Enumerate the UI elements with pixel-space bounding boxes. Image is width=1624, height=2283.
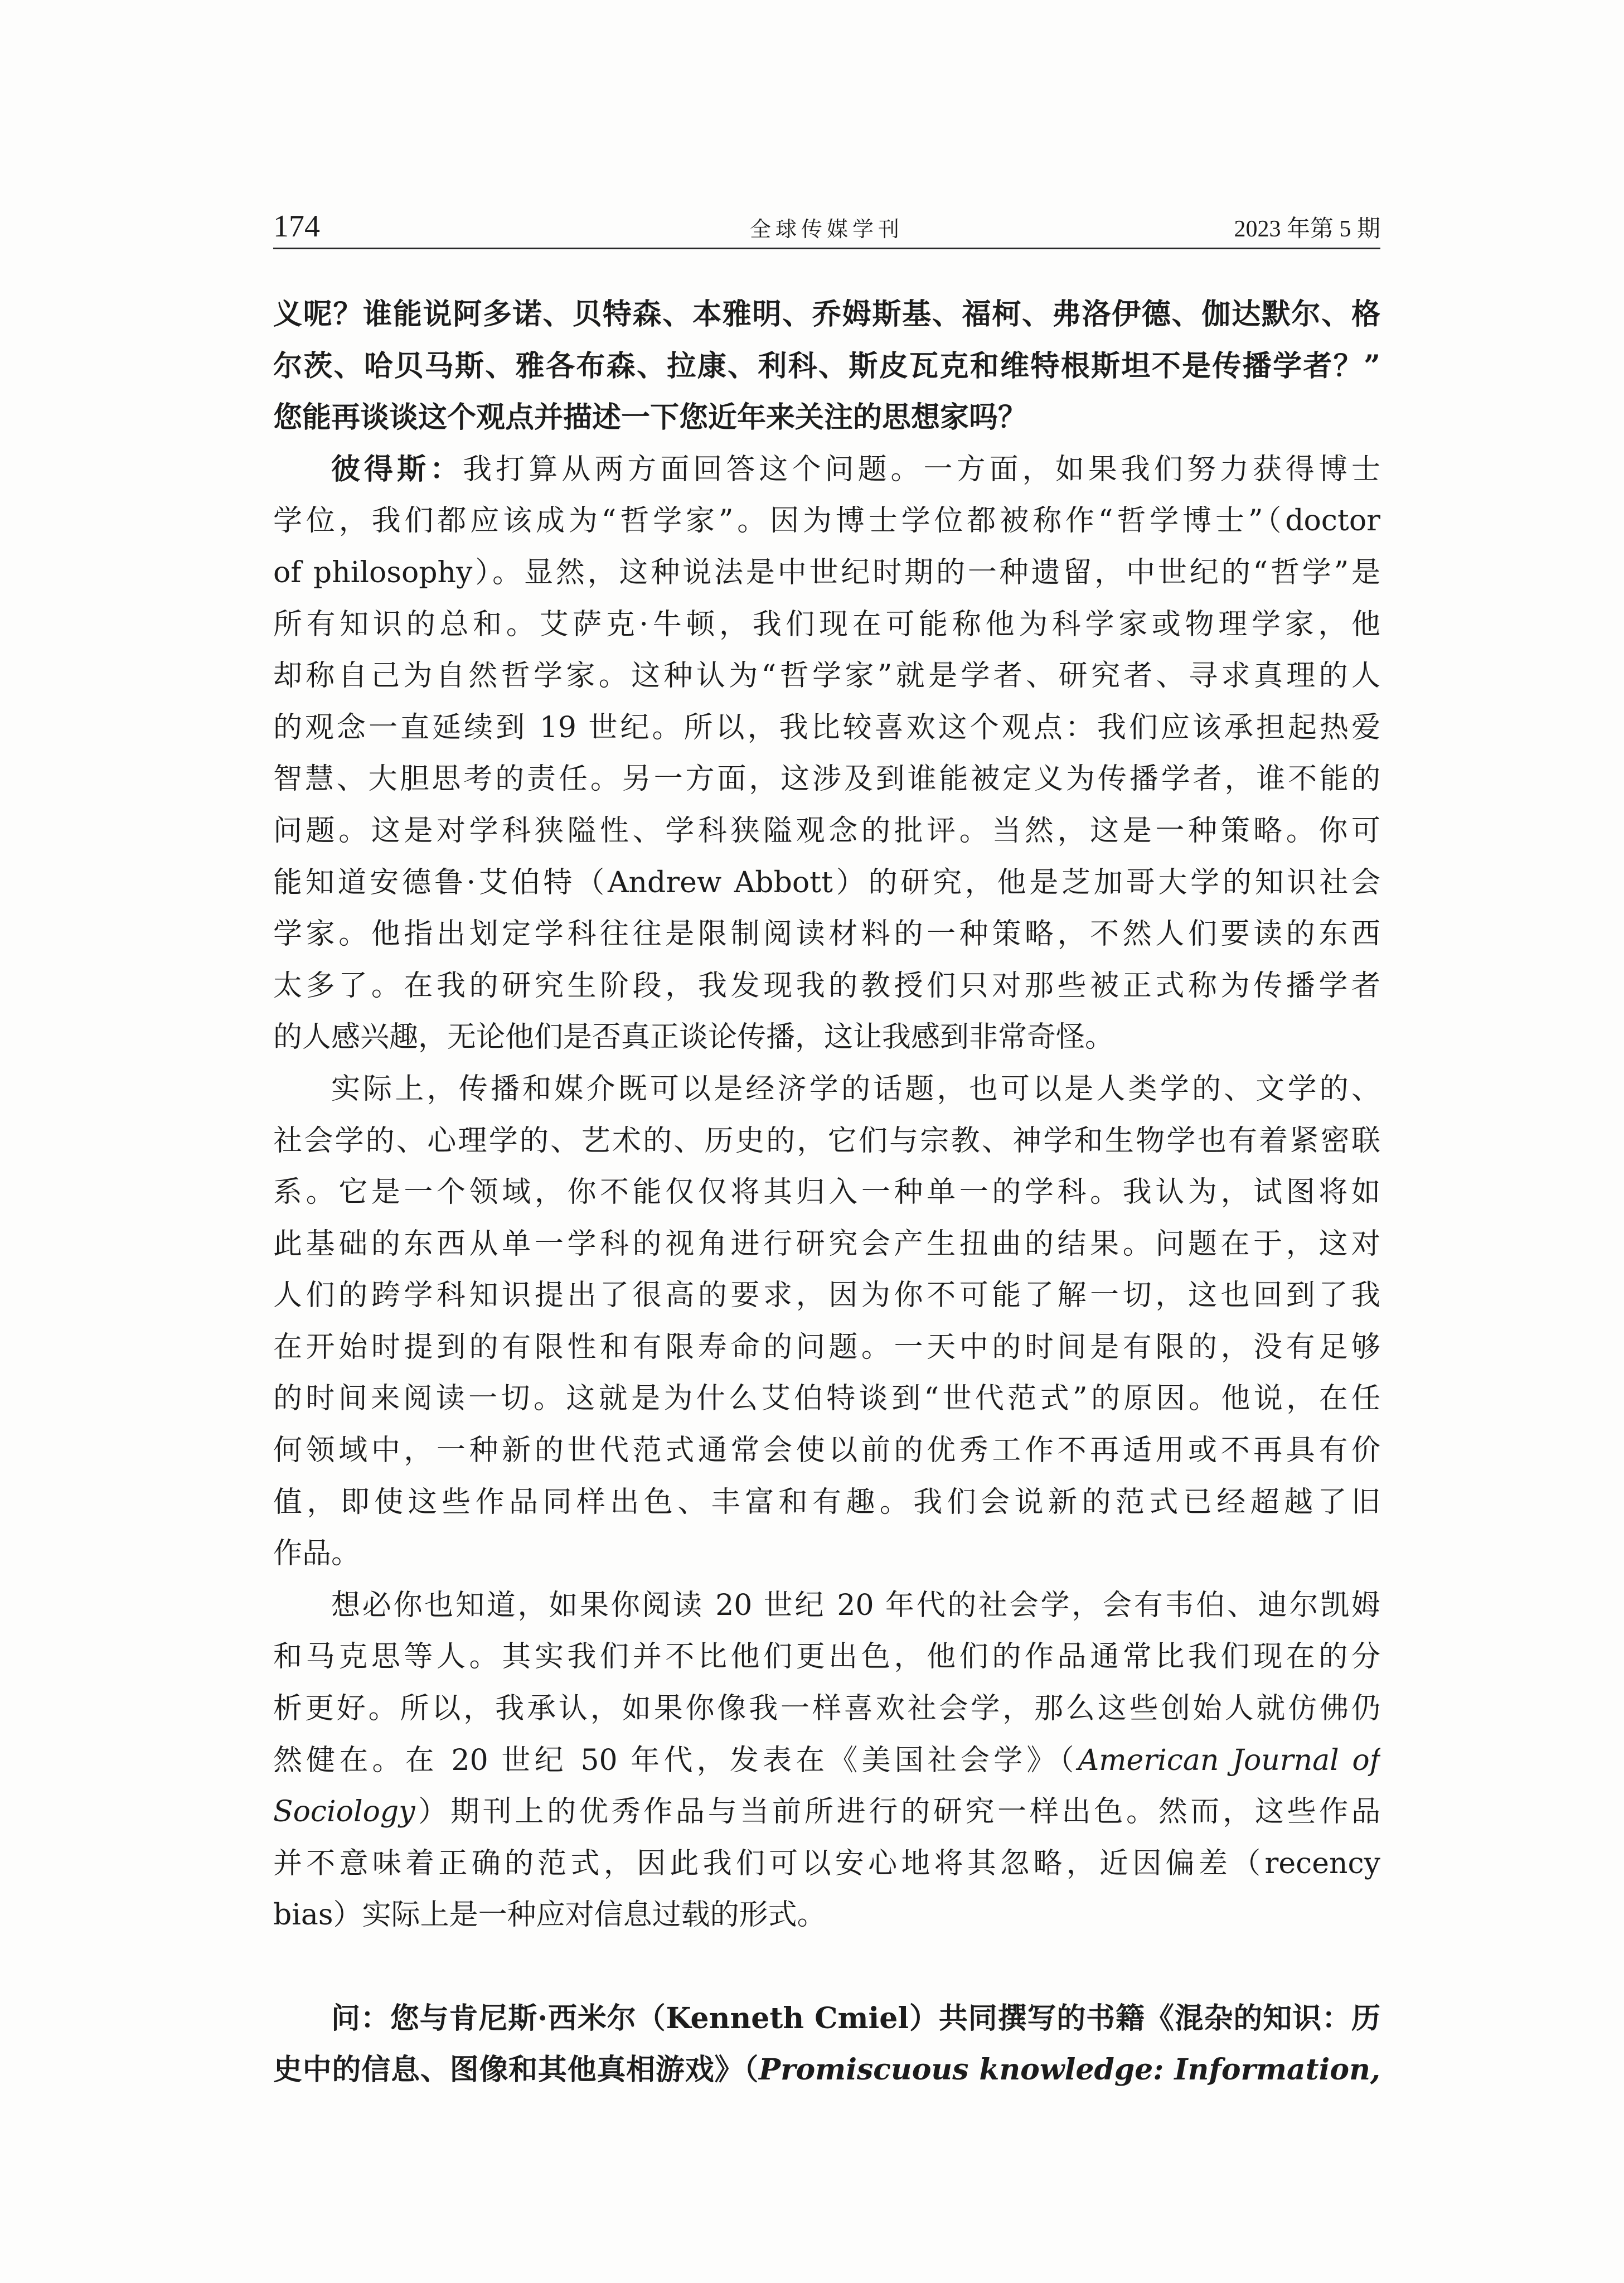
answer-paragraph: [273, 1063, 1380, 1580]
paragraph-gap: [273, 1941, 1380, 1993]
text-line: [273, 444, 1380, 496]
text-line: 析更好。所以，我承认，如果你像我一样喜欢社会学，那么这些创始人就仿佛仍: [273, 1692, 1380, 1726]
text-line: 的人感兴趣，无论他们是否真正谈论传播，这让我感到非常奇怪。: [273, 1020, 1114, 1055]
speaker-label: 彼得斯：: [331, 452, 463, 486]
text-line: 却称自己为自然哲学家。这种认为“哲学家”就是学者、研究者、寻求真理的人: [273, 659, 1380, 693]
italic-title: American Journal of: [1078, 1743, 1380, 1777]
question-paragraph: [273, 1993, 1380, 2096]
text-line: [273, 2044, 1380, 2096]
text-line: 想必你也知道，如果你阅读 20 世纪 20 年代的社会学，会有韦伯、迪尔凯姆: [331, 1588, 1380, 1622]
text-line: 社会学的、心理学的、艺术的、历史的，它们与宗教、神学和生物学也有着紧密联: [273, 1124, 1380, 1158]
text-line: 您能再谈谈这个观点并描述一下您近年来关注的思想家吗？: [273, 400, 1027, 435]
text-line: 人们的跨学科知识提出了很高的要求，因为你不可能了解一切，这也回到了我: [273, 1279, 1380, 1313]
text-line: [273, 1993, 1380, 2045]
text-line: 并不意味着正确的范式，因此我们可以安心地将其忽略，近因偏差（recency: [273, 1846, 1380, 1880]
italic-title: Promiscuous knowledge: Information,: [759, 2053, 1380, 2087]
page-number: 174: [273, 209, 320, 244]
text-line: 学位，我们都应该成为“哲学家”。因为博士学位都被称作“哲学博士”（doctor: [273, 504, 1380, 538]
text-line: 所有知识的总和。艾萨克·牛顿，我们现在可能称他为科学家或物理学家，他: [273, 607, 1380, 641]
text-line: [273, 1786, 1380, 1838]
line-text: 您与肯尼斯·西米尔（Kenneth Cmiel）共同撰写的书籍《混杂的知识：历: [390, 2001, 1380, 2035]
speaker-label: 问：: [331, 2001, 390, 2035]
text-line: 能知道安德鲁·艾伯特（Andrew Abbott）的研究，他是芝加哥大学的知识社会: [273, 865, 1380, 899]
text-line: [273, 1735, 1380, 1787]
article-body: [273, 289, 1380, 2096]
question-paragraph: [273, 289, 1380, 444]
text-line: 在开始时提到的有限性和有限寿命的问题。一天中的时间是有限的，没有足够: [273, 1330, 1380, 1364]
text-line: of philosophy）。显然，这种说法是中世纪时期的一种遗留，中世纪的“哲学”是: [273, 555, 1380, 589]
text-line: 问题。这是对学科狭隘性、学科狭隘观念的批评。当然，这是一种策略。你可: [273, 814, 1380, 848]
running-header: [273, 207, 1380, 242]
text-line: 此基础的东西从单一学科的视角进行研究会产生扭曲的结果。问题在于，这对: [273, 1227, 1380, 1261]
journal-title: 全球传媒学刊: [749, 217, 904, 241]
text-line: 太多了。在我的研究生阶段，我发现我的教授们只对那些被正式称为传播学者: [273, 969, 1380, 1003]
text-line: 义呢？谁能说阿多诺、贝特森、本雅明、乔姆斯基、福柯、弗洛伊德、伽达默尔、格: [273, 297, 1380, 331]
line-text: 然健在。在 20 世纪 50 年代，发表在《美国社会学》（: [273, 1743, 1078, 1777]
text-line: bias）实际上是一种应对信息过载的形式。: [273, 1898, 826, 1932]
text-line: 尔茨、哈贝马斯、雅各布森、拉康、利科、斯皮瓦克和维特根斯坦不是传播学者？”: [273, 349, 1380, 383]
text-line: 系。它是一个领域，你不能仅仅将其归入一种单一的学科。我认为，试图将如: [273, 1176, 1380, 1210]
italic-title: Sociology: [273, 1795, 415, 1829]
text-line: 和马克思等人。其实我们并不比他们更出色，他们的作品通常比我们现在的分: [273, 1640, 1380, 1674]
text-line: 何领域中，一种新的世代范式通常会使以前的优秀工作不再适用或不再具有价: [273, 1434, 1380, 1468]
text-line: 值，即使这些作品同样出色、丰富和有趣。我们会说新的范式已经超越了旧: [273, 1485, 1380, 1519]
header-rule: [273, 248, 1380, 249]
line-text: ）期刊上的优秀作品与当前所进行的研究一样出色。然而，这些作品: [415, 1795, 1380, 1829]
text-line: 作品。: [273, 1537, 361, 1571]
text-line: 智慧、大胆思考的责任。另一方面，这涉及到谁能被定义为传播学者，谁不能的: [273, 762, 1380, 796]
answer-paragraph: [273, 444, 1380, 1063]
text-line: 的时间来阅读一切。这就是为什么艾伯特谈到“世代范式”的原因。他说，在任: [273, 1382, 1380, 1416]
text-line: 实际上，传播和媒介既可以是经济学的话题，也可以是人类学的、文学的、: [331, 1072, 1380, 1106]
text-line: 学家。他指出划定学科往往是限制阅读材料的一种策略，不然人们要读的东西: [273, 917, 1380, 951]
line-text: 我打算从两方面回答这个问题。一方面，如果我们努力获得博士: [463, 452, 1380, 486]
text-line: 的观念一直延续到 19 世纪。所以，我比较喜欢这个观点：我们应该承担起热爱: [273, 710, 1380, 744]
answer-paragraph: [273, 1580, 1380, 1941]
line-text: 史中的信息、图像和其他真相游戏》（: [273, 2053, 759, 2087]
issue-label: 2023 年第 5 期: [1234, 216, 1380, 242]
